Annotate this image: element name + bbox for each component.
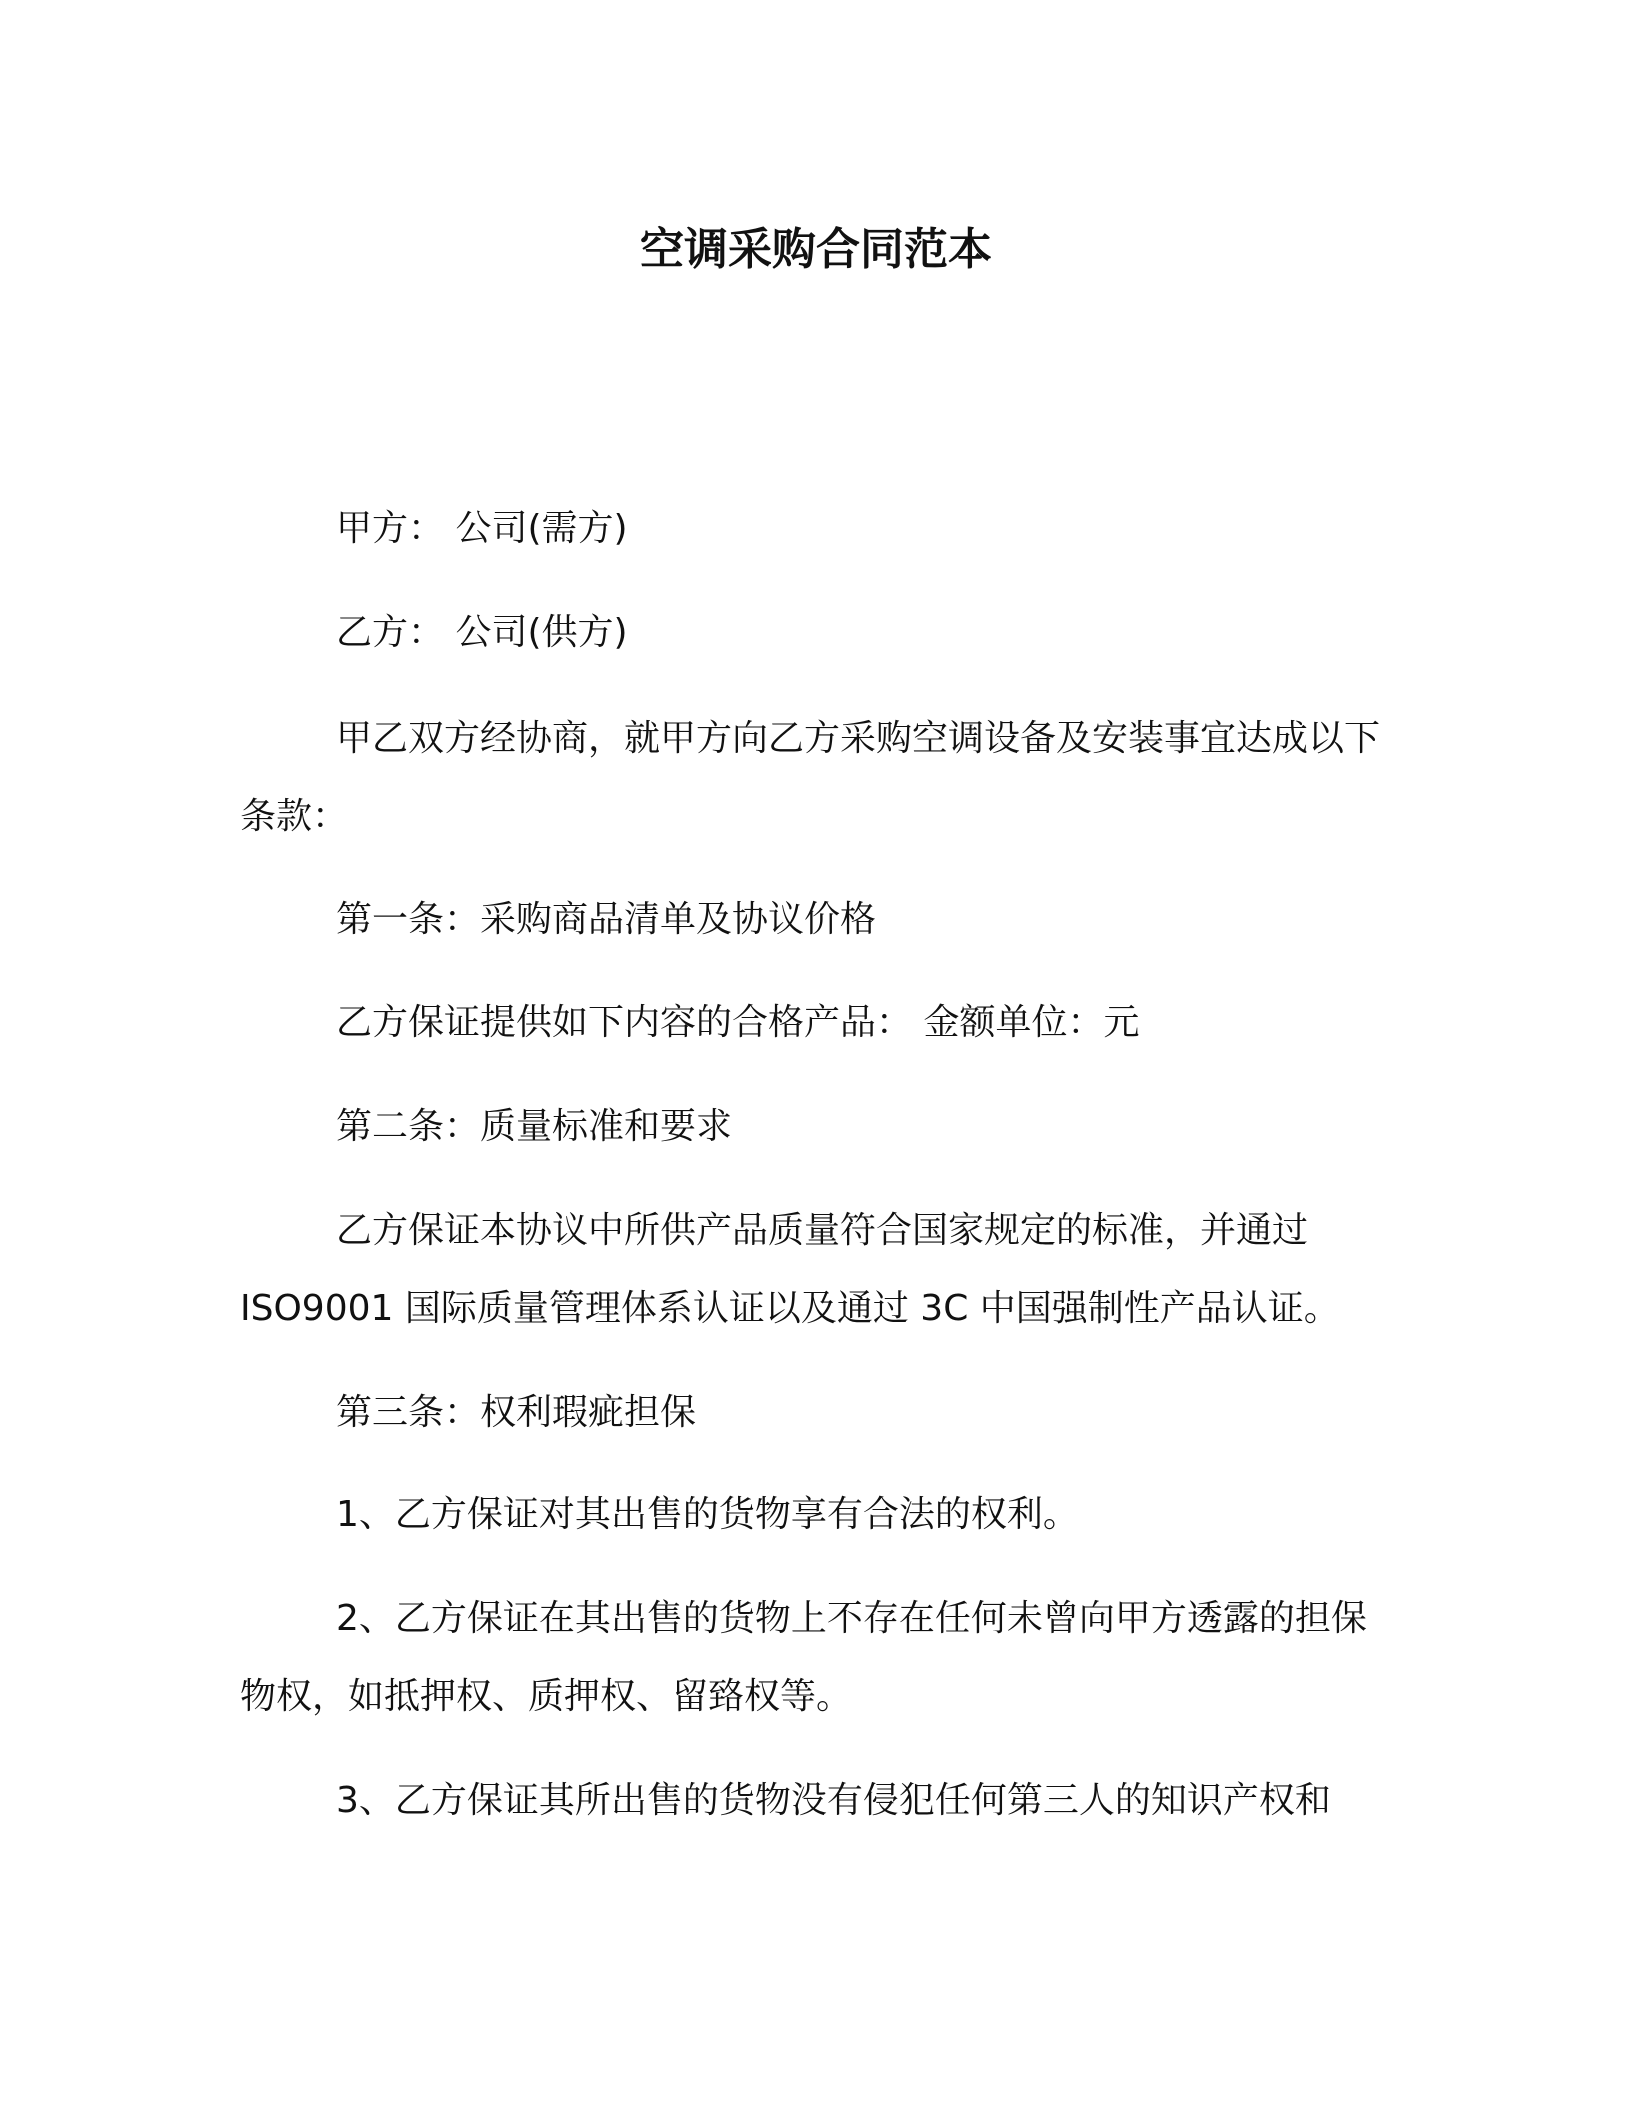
article-3-item-1: 1、乙方保证对其出售的货物享有合法的权利。 [336,1494,1079,1535]
article-1-heading: 第一条：采购商品清单及协议价格 [336,899,877,940]
article-1-text: 乙方保证提供如下内容的合格产品： 金额单位：元 [336,1002,1140,1043]
article-3-item-3: 3、乙方保证其所出售的货物没有侵犯任何第三人的知识产权和 [336,1780,1331,1821]
document-title: 空调采购合同范本 [640,224,992,275]
article-3-heading: 第三条：权利瑕疵担保 [336,1392,697,1433]
intro-paragraph: 甲乙双方经协商，就甲方向乙方采购空调设备及安装事宜达成以下条款： [240,718,1381,837]
party-a-line: 甲方： 公司(需方) [336,508,628,549]
article-2-text: 乙方保证本协议中所供产品质量符合国家规定的标准，并通过 ISO9001 国际质量管理体系认证以及通过 3C 中国强制性产品认证。 [240,1210,1340,1329]
party-b-line: 乙方： 公司(供方) [336,612,628,653]
article-2-heading: 第二条：质量标准和要求 [336,1106,733,1147]
article-3-item-2: 2、乙方保证在其出售的货物上不存在任何未曾向甲方透露的担保物权，如抵押权、质押权、留臵权等。 [240,1598,1367,1717]
